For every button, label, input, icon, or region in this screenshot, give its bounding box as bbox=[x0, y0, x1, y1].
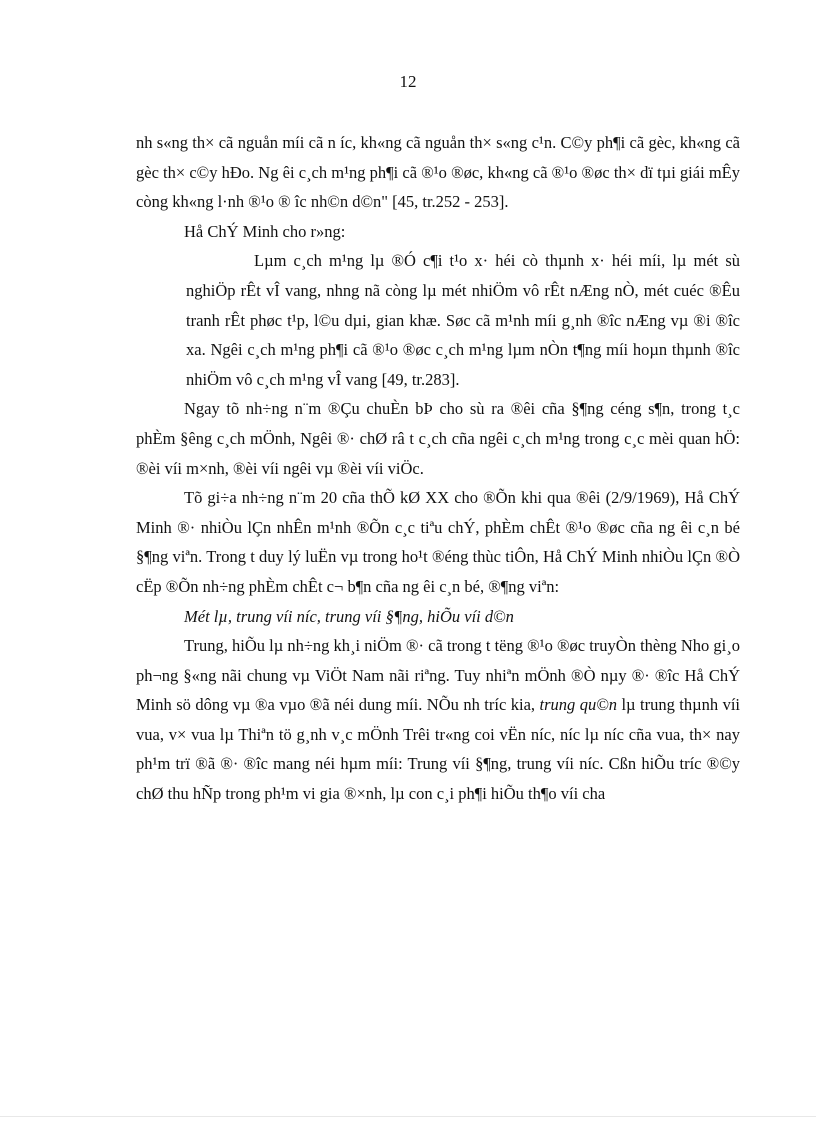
paragraph: Ngay tõ nh÷ng n¨m ®Çu chuÈn bÞ cho sù ra ®êi cña §¶ng céng s¶n, trong t¸c phÈm §êng c¸ch mÖnh, Ngêi ®· chØ râ t c¸ch cña ngêi c¸ch m¹ng trong c¸c mèi quan hÖ: ®èi víi m×nh, ®èi víi ngêi vµ ®èi víi viÖc. bbox=[136, 399, 740, 478]
body-text bbox=[136, 128, 740, 809]
paragraph-intro-quote: Hå ChÝ Minh cho r»ng: bbox=[184, 221, 346, 241]
paragraph-continuation: nh s«ng th× cã nguån míi cã n íc, kh«ng cã nguån th× s«ng c¹n. C©y ph¶i cã gèc, kh«ng cã gèc th× c©y hÐo. Ng êi c¸ch m¹ng ph¶i cã ®¹o ®øc, kh«ng cã ®¹o ®øc th× dï tµi giái mÊy còng kh«ng l·nh ®¹o ® îc nh©n d©n" [45, tr.252 - 253]. bbox=[136, 133, 740, 212]
paragraph: Tõ gi÷a nh÷ng n¨m 20 cña thÕ kØ XX cho ®Õn khi qua ®êi (2/9/1969), Hå ChÝ Minh ®· nhiÒu lÇn nhÊn m¹nh ®Õn c¸c tiªu chÝ, phÈm chÊt ®¹o ®øc cña ng êi c¸n bé §¶ng viªn. Trong t duy lý luËn vµ trong ho¹t ®éng thùc tiÔn, Hå ChÝ Minh nhiÒu lÇn ®Ò cËp ®Õn nh÷ng phÈm chÊt c¬ b¶n cña ng êi c¸n bé, ®¶ng viªn: bbox=[136, 488, 740, 596]
page-number: 12 bbox=[399, 72, 417, 91]
emphasis-term: trung qu©n bbox=[539, 695, 617, 715]
block-quote: Lµm c¸ch m¹ng lµ ®Ó c¶i t¹o x· héi cò thµnh x· héi míi, lµ mét sù nghiÖp rÊt vÎ vang, nhng nã còng lµ mét nhiÖm vô rÊt nÆng nÒ, mét cuéc ®Êu tranh rÊt phøc t¹p, l©u dµi, gian khæ. Søc cã m¹nh míi g¸nh ®îc nÆng vµ ®i ®îc xa. Ngêi c¸ch m¹ng ph¶i cã ®¹o ®øc c¸ch m¹ng lµm nÒn t¶ng míi hoµn thµnh ®îc nhiÖm vô c¸ch m¹ng vÎ vang [49, tr.283]. bbox=[186, 251, 740, 389]
paragraph-with-emphasis bbox=[136, 631, 740, 809]
paragraph-text-before: Trung, hiÕu lµ nh÷ng kh¸i niÖm ®· cã trong t tëng ®¹o ®øc truyÒn thèng Nho gi¸o ph¬ng §«ng nãi chung vµ ViÖt Nam nãi riªng. Tuy nhiªn mÖnh ®Ò nµy ®· ®îc Hå ChÝ Minh sö dông vµ ®a vµo ®ã néi dung míi. NÕu nh tríc kia, bbox=[136, 636, 740, 715]
footer-divider bbox=[0, 1116, 816, 1117]
section-heading-italic: Mét lµ, trung víi níc, trung víi §¶ng, hiÕu víi d©n bbox=[184, 606, 514, 626]
paragraph-text-after: lµ trung thµnh víi vua, v× vua lµ Thiªn tö g¸nh v¸c mÖnh Trêi tr«ng coi vËn níc, níc lµ níc cña vua, th× nay ph¹m trï ®ã ®· ®îc mang néi hµm míi: Trung víi §¶ng, trung víi níc. Cßn hiÕu tríc ®©y chØ thu hÑp trong ph¹m vi gia ®×nh, lµ con c¸i ph¶i hiÕu th¶o víi cha bbox=[136, 695, 741, 804]
